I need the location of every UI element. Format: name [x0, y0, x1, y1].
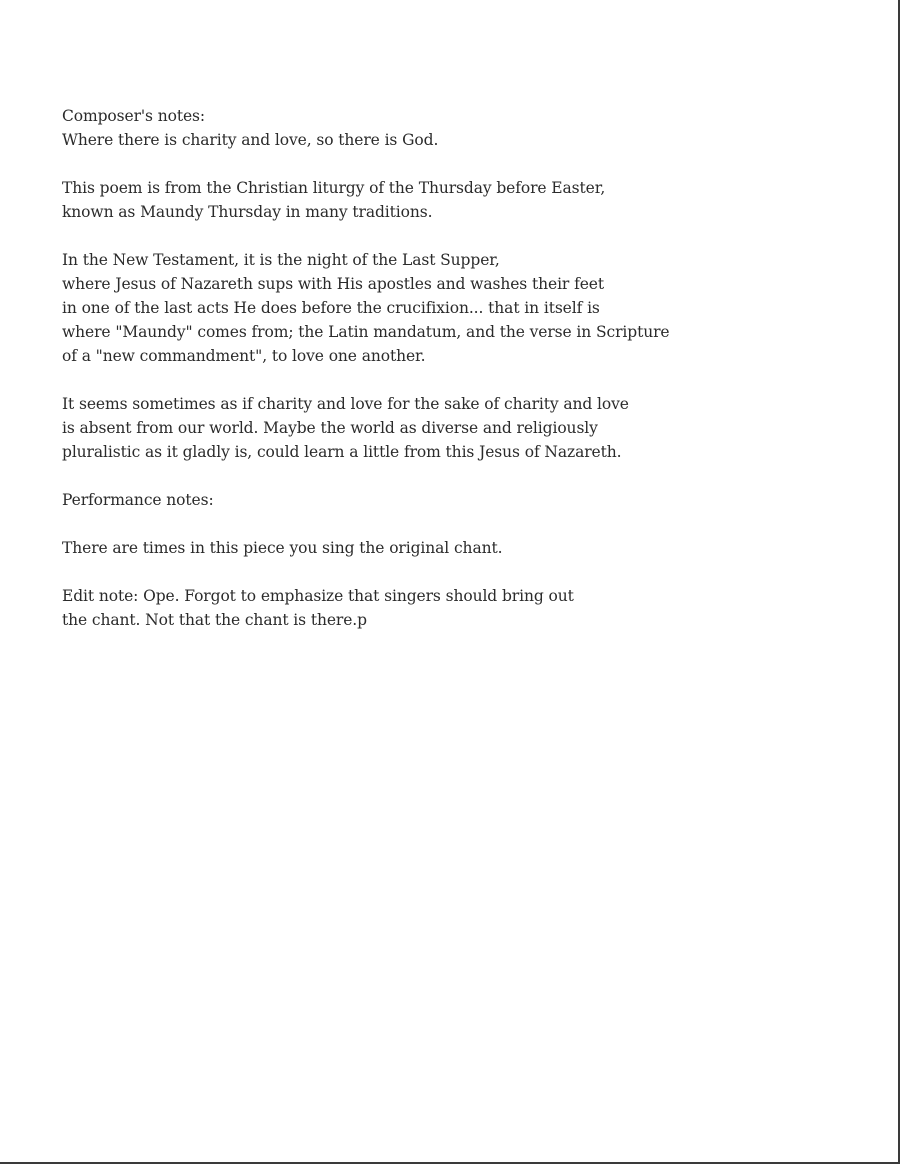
text-line: where Jesus of Nazareth sups with His apostles and washes their feet — [62, 275, 604, 293]
edit-note-paragraph — [62, 584, 762, 632]
text-line: known as Maundy Thursday in many traditions. — [62, 203, 433, 221]
composers-notes-heading: Composer's notes: — [62, 107, 206, 125]
notes-text — [62, 104, 762, 656]
performance-notes-heading: Performance notes: — [62, 491, 214, 509]
text-line: is absent from our world. Maybe the world as diverse and religiously — [62, 419, 598, 437]
text-line: Edit note: Ope. Forgot to emphasize that singers should bring out — [62, 587, 574, 605]
text-line: in one of the last acts He does before the crucifixion... that in itself is — [62, 299, 600, 317]
text-line: of a "new commandment", to love one another. — [62, 347, 426, 365]
liturgy-paragraph — [62, 176, 762, 224]
text-line: the chant. Not that the chant is there.p — [62, 611, 367, 629]
composers-notes-block — [62, 104, 762, 152]
text-line: This poem is from the Christian liturgy of the Thursday before Easter, — [62, 179, 606, 197]
chant-paragraph — [62, 536, 762, 560]
text-line: where "Maundy" comes from; the Latin mandatum, and the verse in Scripture — [62, 323, 670, 341]
text-line: Where there is charity and love, so there is God. — [62, 131, 439, 149]
text-line: It seems sometimes as if charity and love for the sake of charity and love — [62, 395, 629, 413]
charity-paragraph — [62, 392, 762, 464]
new-testament-paragraph — [62, 248, 762, 368]
text-line: There are times in this piece you sing the original chant. — [62, 539, 503, 557]
text-line: In the New Testament, it is the night of the Last Supper, — [62, 251, 500, 269]
text-line: pluralistic as it gladly is, could learn a little from this Jesus of Nazareth. — [62, 443, 622, 461]
performance-notes-block — [62, 488, 762, 512]
